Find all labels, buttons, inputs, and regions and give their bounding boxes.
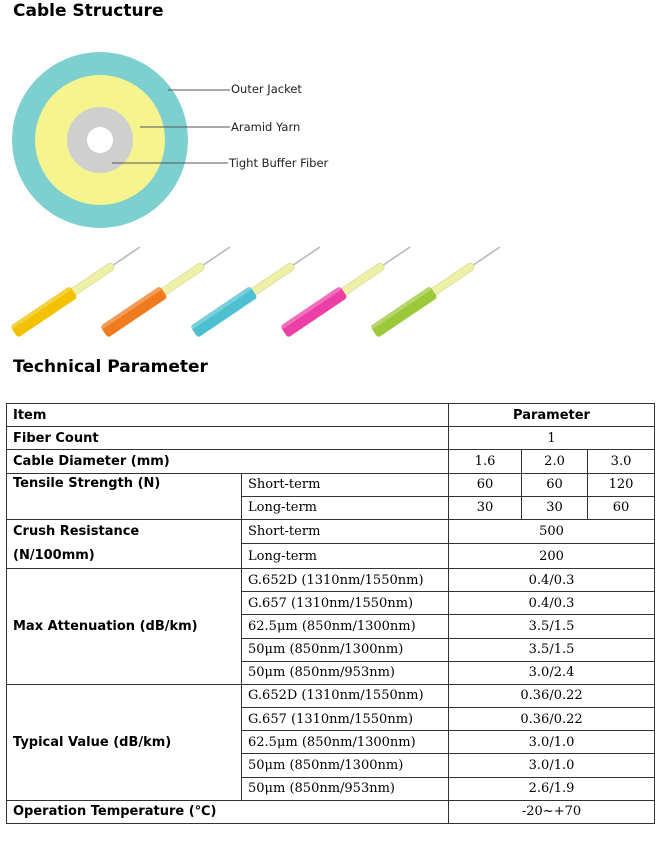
crush-short-value: 500 (449, 519, 655, 544)
jacket-highlight (280, 286, 342, 330)
cable-sample (370, 241, 504, 338)
table-row (7, 450, 655, 473)
typical-value-label: Typical Value (dB/km) (7, 684, 242, 800)
header-item: Item (7, 404, 449, 427)
max-att-fiber: 50μm (850nm/1300nm) (242, 638, 449, 661)
fiber-core (87, 127, 113, 153)
jacket-highlight (370, 286, 432, 330)
jacket-segment (190, 286, 258, 338)
tensile-label: Tensile Strength (N) (7, 473, 242, 519)
max-att-value: 3.0/2.4 (449, 661, 655, 684)
temperature-value: -20~+70 (449, 800, 655, 823)
typical-value: 3.0/1.0 (449, 754, 655, 777)
fiber-strand (472, 247, 500, 266)
tight-buffer-label: Tight Buffer Fiber (229, 156, 329, 170)
typical-value: 0.36/0.22 (449, 708, 655, 731)
table-header-row (7, 404, 655, 427)
cable-structure-title: Cable Structure (13, 1, 164, 21)
table-row (7, 800, 655, 823)
outer-jacket-label: Outer Jacket (231, 82, 302, 96)
jacket-segment (280, 286, 348, 338)
tensile-short-value: 60 (522, 473, 588, 496)
fiber-strand (202, 247, 230, 266)
buffer-segment (338, 262, 386, 298)
jacket-segment (370, 286, 438, 338)
tensile-short-value: 60 (449, 473, 522, 496)
typical-fiber: G.657 (1310nm/1550nm) (242, 708, 449, 731)
tensile-long-value: 30 (449, 496, 522, 519)
max-att-fiber: G.657 (1310nm/1550nm) (242, 592, 449, 615)
max-att-fiber: 62.5μm (850nm/1300nm) (242, 615, 449, 638)
max-att-fiber: G.652D (1310nm/1550nm) (242, 568, 449, 591)
cable-samples (10, 241, 504, 338)
diameter-value: 3.0 (588, 450, 655, 473)
buffer-segment (248, 262, 296, 298)
jacket-segment (10, 286, 78, 338)
buffer-segment (68, 262, 116, 298)
tensile-short-label: Short-term (242, 473, 449, 496)
parameter-table (6, 403, 655, 824)
max-att-fiber: 50μm (850nm/953nm) (242, 661, 449, 684)
diameter-value: 2.0 (522, 450, 588, 473)
max-att-value: 0.4/0.3 (449, 592, 655, 615)
typical-value: 3.0/1.0 (449, 731, 655, 754)
typical-fiber: 62.5μm (850nm/1300nm) (242, 731, 449, 754)
cable-structure-diagram (0, 0, 659, 350)
diameter-value: 1.6 (449, 450, 522, 473)
table-row (7, 427, 655, 450)
fiber-strand (112, 247, 140, 266)
crush-long-value: 200 (449, 544, 655, 569)
tensile-long-value: 60 (588, 496, 655, 519)
fiber-strand (382, 247, 410, 266)
crush-label-line2: (N/100mm) (13, 547, 95, 563)
fiber-count-label: Fiber Count (7, 427, 449, 450)
tensile-long-label: Long-term (242, 496, 449, 519)
table-row (7, 473, 655, 496)
tensile-long-value: 30 (522, 496, 588, 519)
jacket-highlight (100, 286, 162, 330)
buffer-segment (158, 262, 206, 298)
max-att-value: 3.5/1.5 (449, 615, 655, 638)
table-row (7, 519, 655, 544)
crush-short-label: Short-term (242, 519, 449, 544)
fiber-strand (292, 247, 320, 266)
technical-parameter-title: Technical Parameter (13, 357, 208, 377)
typical-fiber: 50μm (850nm/1300nm) (242, 754, 449, 777)
buffer-segment (428, 262, 476, 298)
aramid-yarn-label: Aramid Yarn (231, 120, 301, 134)
typical-value: 2.6/1.9 (449, 777, 655, 800)
crush-label-line1: Crush Resistance (13, 523, 140, 539)
jacket-highlight (190, 286, 252, 330)
table-row (7, 568, 655, 591)
max-att-value: 0.4/0.3 (449, 568, 655, 591)
typical-value: 0.36/0.22 (449, 684, 655, 707)
jacket-segment (100, 286, 168, 338)
table-row (7, 684, 655, 707)
max-attenuation-label: Max Attenuation (dB/km) (7, 568, 242, 684)
typical-fiber: 50μm (850nm/953nm) (242, 777, 449, 800)
jacket-highlight (10, 286, 72, 330)
max-att-value: 3.5/1.5 (449, 638, 655, 661)
temperature-label: Operation Temperature (℃) (7, 800, 449, 823)
header-parameter: Parameter (449, 404, 655, 427)
crush-long-label: Long-term (242, 544, 449, 569)
diameter-label: Cable Diameter (mm) (7, 450, 449, 473)
crush-label (7, 519, 242, 568)
fiber-count-value: 1 (449, 427, 655, 450)
typical-fiber: G.652D (1310nm/1550nm) (242, 684, 449, 707)
tensile-short-value: 120 (588, 473, 655, 496)
